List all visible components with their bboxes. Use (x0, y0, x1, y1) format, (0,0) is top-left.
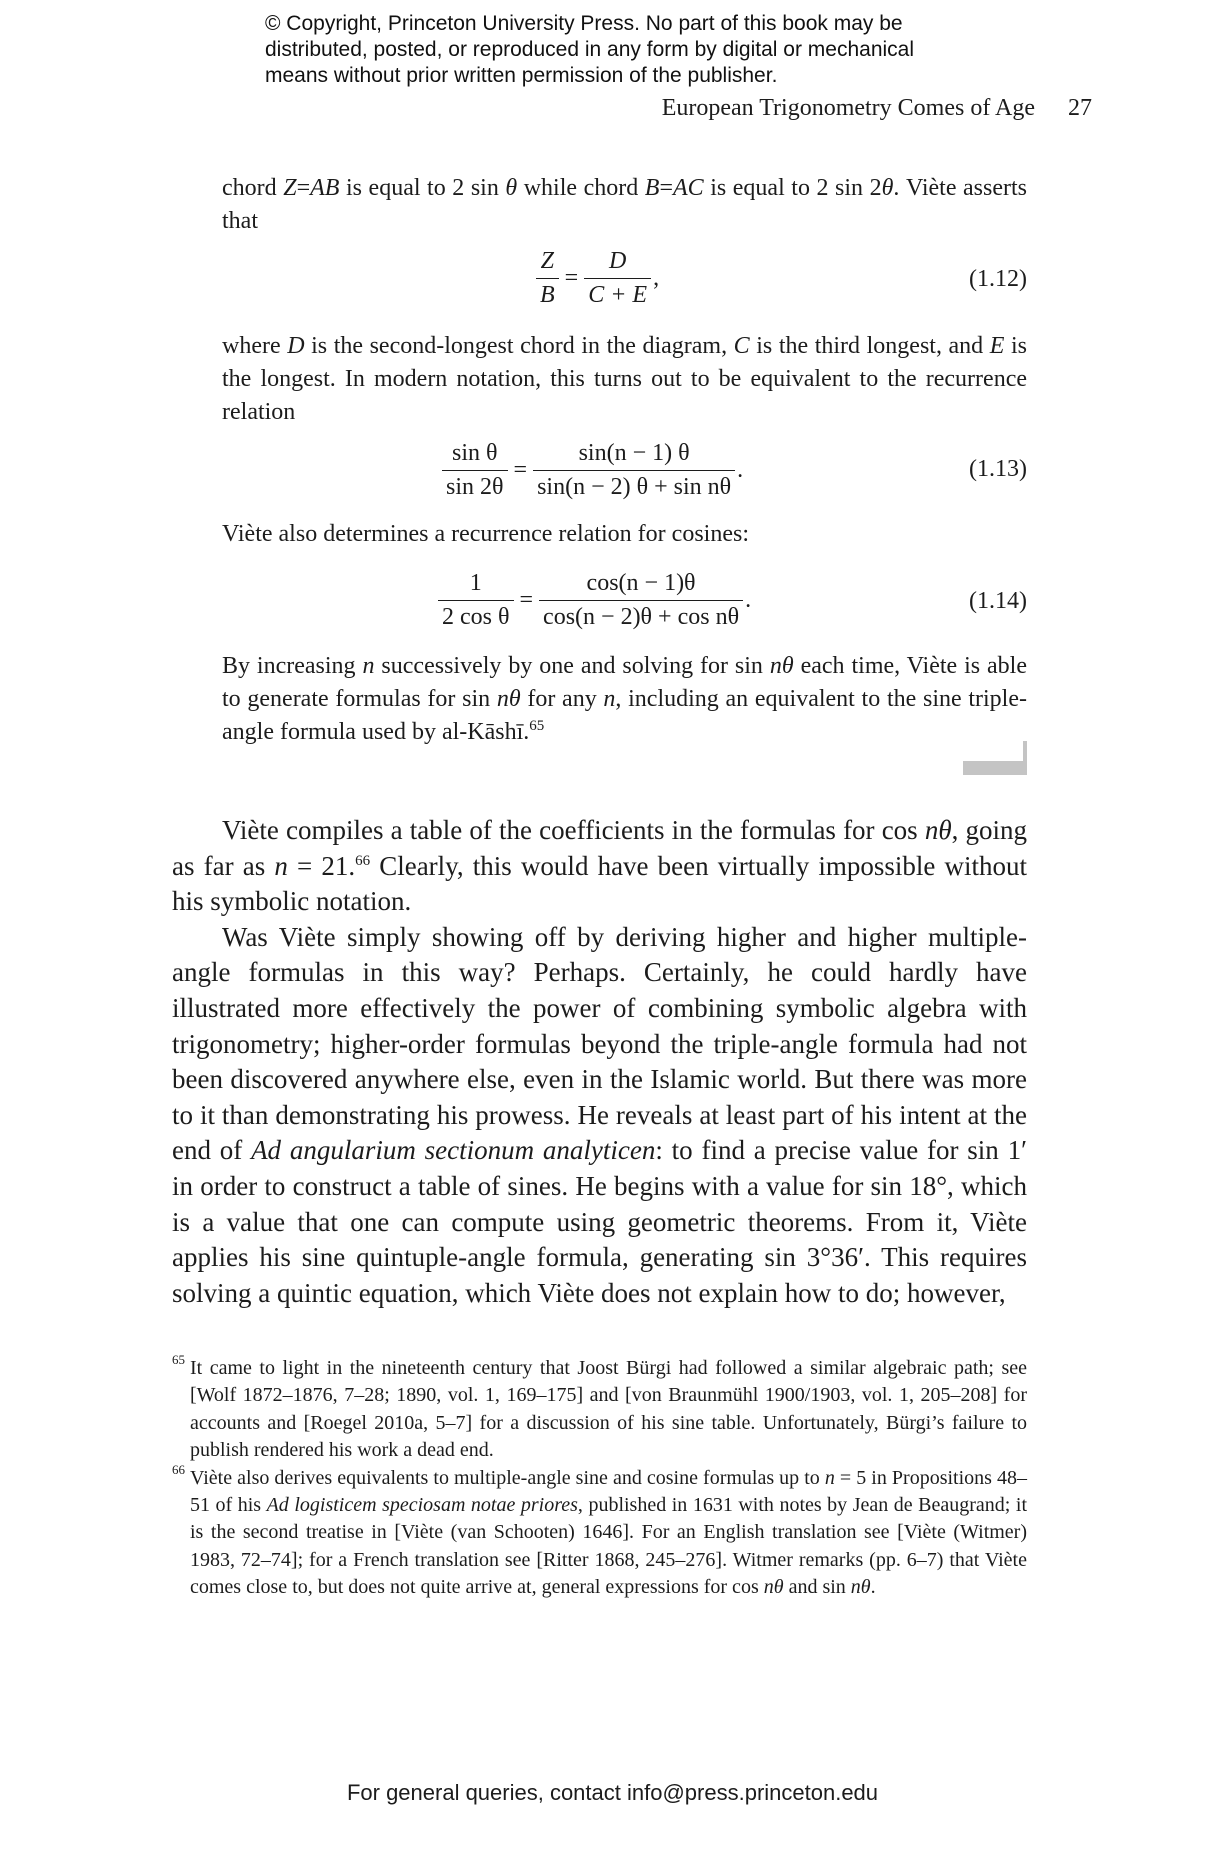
inset-paragraph: Viète also determines a recurrence relation for cosines: (222, 521, 749, 547)
footnote-reference: 65 (529, 718, 545, 734)
footnotes (172, 1352, 1028, 1602)
body-text (172, 813, 1027, 1311)
copyright-line: means without prior written permission of the publisher. (265, 64, 778, 87)
fraction-left: $\frac{1}{\text{2 cos θ}}$ (438, 570, 514, 631)
contact-line: For general queries, contact info@press.princeton.edu (346, 1780, 879, 1805)
copyright-notice (265, 11, 985, 89)
fraction-right: $\frac{\sin(n - 1) \theta}{\text{sin(n − 2) θ + sin nθ}}$ (533, 440, 735, 501)
running-header (0, 95, 1225, 125)
equation-label: (1.13) (969, 456, 1027, 482)
equation-label: (1.12) (969, 266, 1027, 292)
body-paragraph: Was Viète simply showing off by deriving higher and higher multiple-angle formulas in this way? Perhaps. Certainly, he could hardly have illustrated more effectively the power of combining symbolic algebra with trigonometry; higher-order formulas beyond the triple-angle formula had not been discovered anywhere else, even in the Islamic world. But there was more to it than demonstrating his prowess. He reveals at least part of his intent at the end of Ad angularium sectionum analyticen: to find a precise value for sin 1′ in order to construct a table of sines. He begins with a value for sin 18°, which is a value that one can compute using geometric theorems. From it, Viète applies his sine quintuple-angle formula, generating sin 3°36′. This requires solving a quintic equation, which Viète does not explain how to do; however, (172, 921, 1027, 1308)
running-title: European Trigonometry Comes of Age (661, 95, 1035, 121)
fraction-left: $\frac{\text{sin θ}}{\sin 2\theta}$ (442, 440, 508, 501)
fraction-right: $\frac{D}{C + E}$ (584, 248, 651, 309)
body-paragraph: Viète compiles a table of the coefficients in the formulas for cos nθ, going as far as n = 21.66 Clearly, this would have been virtually impossible without his symbolic notation. (172, 815, 1027, 917)
inset-paragraph: chord Z=AB is equal to 2 sin θ while chord B=AC is equal to 2 sin 2θ. Viète asserts that (222, 175, 1028, 234)
inset-paragraph: where D is the second-longest chord in the diagram, C is the third longest, and E is the longest. In modern notation, this turns out to be equivalent to the recurrence relation (222, 333, 1027, 425)
fraction-left: $\frac{Z}{B}$ (536, 248, 559, 309)
fraction-right: $\frac{\cos(n - 1)\theta}{\text{cos(n − 2)θ + cos nθ}}$ (539, 570, 743, 631)
equation-label: (1.14) (969, 588, 1027, 614)
copyright-line: distributed, posted, or reproduced in any form by digital or mechanical (265, 38, 915, 61)
inset-paragraph: By increasing n successively by one and solving for sin nθ each time, Viète is able to generate formulas for sin nθ for any n, including an equivalent to the sine triple-angle formula used by al-Kāshī.$^{65}$ (222, 653, 1028, 745)
box-end-mark (963, 741, 1027, 775)
footnote-65: 65 It came to light in the nineteenth century that Joost Bürgi had followed a similar algebraic path; see [Wolf 1872–1876, 7–28; 1890, vol. 1, 169–175] and [von Braunmühl 1900/1903, vol. 1, 205–208] for accounts and [Roegel 2010a, 5–7] for a discussion of his sine table. Unfortunately, Bürgi’s failure to publish rendered his work a dead end. (172, 1352, 1027, 1462)
footnote-reference: 66 (355, 852, 371, 869)
copyright-line: © Copyright, Princeton University Press. No part of this book may be (265, 12, 903, 35)
page-number: 27 (1068, 95, 1092, 121)
footnote-66: 66 Viète also derives equivalents to multiple-angle sine and cosine formulas up to n = 5 in Propositions 48–51 of his Ad logisticem speciosam notae priores, published in 1631 with notes by Jean de Beaugrand; it is the second treatise in [Viète (van Schooten) 1646]. For an English translation see [Viète (Witmer) 1983, 72–74]; for a French translation see [Ritter 1868, 245–276]. Witmer remarks (pp. 6–7) that Viète comes close to, but does not quite arrive at, general expressions for cos nθ and sin nθ. (172, 1461, 1028, 1599)
